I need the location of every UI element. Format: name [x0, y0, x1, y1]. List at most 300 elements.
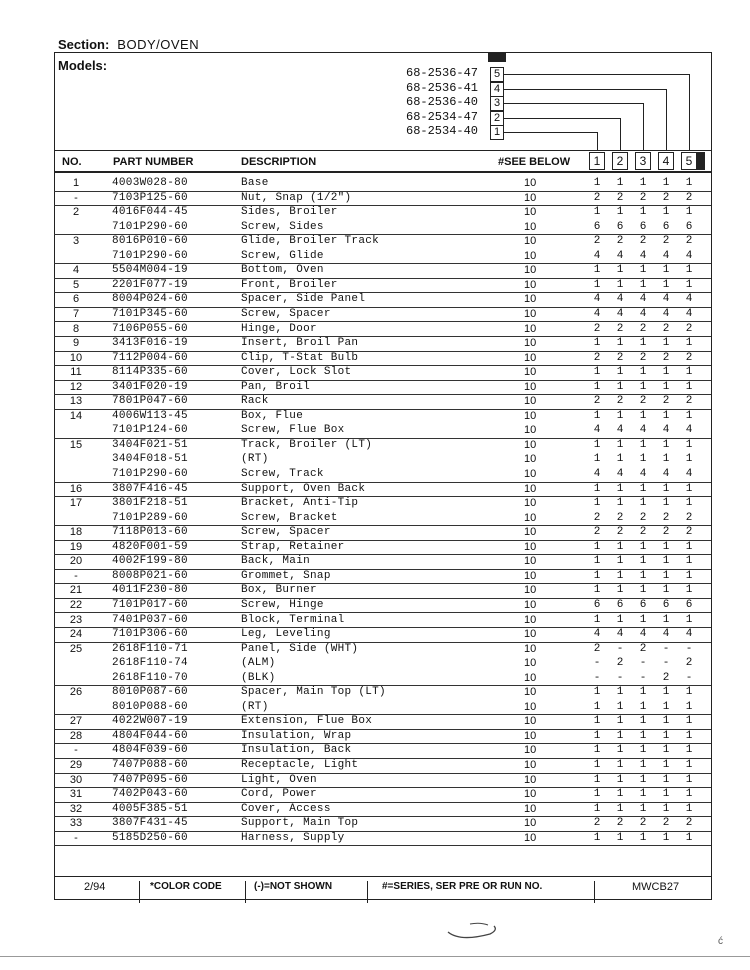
table-row	[54, 409, 711, 424]
model-quantity: 6	[616, 220, 624, 233]
footer-divider	[245, 881, 246, 903]
table-row	[54, 191, 711, 207]
table-row	[54, 816, 711, 832]
table-row	[54, 394, 711, 410]
item-number: 10	[69, 351, 83, 364]
model-quantity: 1	[639, 715, 647, 728]
model-quantity: 1	[639, 278, 647, 291]
part-description: Base	[241, 177, 269, 189]
model-quantity: 1	[616, 773, 624, 786]
model-quantity: 1	[662, 759, 670, 771]
model-quantity: -	[662, 657, 670, 670]
table-row	[54, 671, 711, 687]
model-quantity: 2	[685, 322, 693, 335]
part-description: (BLK)	[241, 671, 276, 684]
item-number: 8	[72, 322, 80, 335]
see-below-code: 10	[524, 555, 537, 568]
part-description: Harness, Supply	[241, 831, 345, 844]
model-quantity: 4	[593, 628, 601, 641]
part-description: Support, Oven Back	[241, 482, 366, 495]
model-quantity: 2	[639, 817, 647, 830]
see-below-code: 10	[524, 700, 537, 713]
table-row	[54, 569, 711, 585]
model-quantity: 1	[685, 540, 693, 553]
model-quantity: 6	[593, 220, 601, 233]
corner-mark: ć	[718, 936, 723, 947]
model-quantity: 4	[662, 424, 670, 437]
model-connector-line	[504, 89, 666, 90]
part-number: 7101P017-60	[112, 598, 188, 611]
model-quantity: 2	[593, 511, 601, 524]
model-quantity: 2	[639, 511, 647, 524]
table-row	[54, 263, 711, 279]
model-quantity: 2	[662, 235, 670, 248]
model-quantity: 1	[685, 686, 693, 699]
see-below-code: 10	[524, 526, 537, 539]
model-quantity: 1	[616, 729, 624, 742]
part-number: 7407P095-60	[112, 773, 188, 786]
item-number: 30	[69, 773, 83, 786]
table-row	[54, 496, 711, 511]
model-quantity: 1	[616, 788, 624, 801]
item-number: 24	[69, 628, 83, 641]
model-quantity: 2	[593, 191, 601, 204]
part-description: Screw, Bracket	[241, 511, 338, 524]
section-title	[58, 37, 199, 52]
see-below-code: 10	[524, 773, 537, 786]
header-marker-bar	[697, 152, 705, 170]
table-row	[54, 758, 711, 774]
see-below-code: 10	[524, 788, 537, 801]
model-quantity: 1	[639, 773, 647, 786]
see-below-code: 10	[524, 337, 537, 350]
model-quantity: 1	[685, 613, 693, 626]
item-number: 17	[69, 497, 83, 510]
model-quantity: 4	[639, 249, 647, 262]
table-row	[54, 278, 711, 294]
model-quantity: 1	[616, 497, 624, 510]
model-column-header: 4	[658, 152, 674, 170]
model-quantity: 1	[662, 453, 670, 466]
table-row	[54, 583, 711, 599]
model-quantity: 2	[639, 351, 647, 364]
part-number: 2201F077-19	[112, 278, 188, 291]
part-description: Box, Burner	[241, 584, 317, 597]
model-number-box: 3	[490, 96, 504, 111]
see-below-code: 10	[524, 468, 537, 480]
model-quantity: 1	[639, 497, 647, 510]
model-number-box: 1	[490, 125, 504, 140]
part-description: Insulation, Back	[241, 744, 352, 757]
part-number: 3401F020-19	[112, 380, 188, 393]
model-quantity: 1	[616, 569, 624, 582]
model-quantity: -	[593, 671, 601, 684]
model-quantity: 4	[616, 293, 624, 306]
part-description: Spacer, Main Top (LT)	[241, 686, 386, 699]
part-number: 4804F044-60	[112, 729, 188, 742]
model-quantity: 1	[662, 584, 670, 597]
part-description: Glide, Broiler Track	[241, 235, 380, 248]
see-below-code: 10	[524, 278, 537, 291]
item-number: -	[74, 191, 78, 204]
see-below-code: 10	[524, 235, 537, 248]
model-connector-line	[620, 118, 621, 151]
item-number: 14	[69, 409, 83, 422]
model-quantity: 1	[616, 177, 624, 189]
see-below-code: 10	[524, 351, 537, 364]
header-bottom-rule	[54, 171, 711, 173]
see-below-code: 10	[524, 598, 537, 611]
model-quantity: 2	[662, 817, 670, 830]
model-quantity: 4	[685, 293, 693, 306]
model-quantity: 2	[685, 395, 693, 408]
table-row	[54, 234, 711, 249]
item-number: 3	[72, 235, 80, 248]
item-number: 9	[72, 337, 80, 350]
part-description: Nut, Snap (1/2")	[241, 191, 352, 204]
model-quantity: 1	[662, 380, 670, 393]
header-no: NO.	[62, 156, 82, 168]
model-quantity: 2	[616, 351, 624, 364]
model-quantity: 2	[662, 526, 670, 539]
model-quantity: 1	[593, 409, 601, 422]
model-quantity: 4	[616, 307, 624, 320]
model-quantity: 1	[662, 278, 670, 291]
model-column-header: 3	[635, 152, 651, 170]
item-number: 11	[70, 366, 82, 379]
header-description: DESCRIPTION	[241, 156, 317, 168]
see-below-code: 10	[524, 671, 537, 684]
model-quantity: 1	[685, 584, 693, 597]
part-description: Screw, Spacer	[241, 526, 331, 539]
model-quantity: 1	[685, 177, 693, 189]
model-quantity: 2	[593, 235, 601, 248]
see-below-code: 10	[524, 409, 537, 422]
model-quantity: 2	[639, 395, 647, 408]
header-see-below: #SEE BELOW	[498, 156, 571, 168]
model-quantity: 1	[685, 831, 693, 844]
model-quantity: 1	[639, 802, 647, 815]
model-quantity: 2	[616, 526, 624, 539]
footer-not-shown: (-)=NOT SHOWN	[254, 881, 333, 892]
model-code: 68-2536-41	[406, 80, 479, 95]
part-description: Box, Flue	[241, 409, 304, 422]
model-quantity: 2	[616, 395, 624, 408]
item-number: -	[74, 744, 78, 757]
part-number: 8004P024-60	[112, 293, 188, 306]
see-below-code: 10	[524, 424, 537, 437]
model-quantity: 1	[593, 744, 601, 757]
part-number: 8010P087-60	[112, 686, 188, 699]
part-number: 2618F110-74	[112, 657, 188, 670]
table-row	[54, 365, 711, 381]
model-number-box: 2	[490, 111, 504, 126]
model-quantity: 1	[662, 555, 670, 568]
model-quantity: 6	[685, 598, 693, 611]
part-description: Rack	[241, 395, 269, 408]
part-number: 3807F431-45	[112, 817, 188, 830]
model-quantity: 4	[593, 468, 601, 480]
part-description: Screw, Spacer	[241, 307, 331, 320]
model-quantity: 1	[685, 744, 693, 757]
model-quantity: 2	[685, 817, 693, 830]
model-quantity: 2	[685, 351, 693, 364]
see-below-code: 10	[524, 307, 537, 320]
section-label: Section:	[58, 37, 110, 52]
item-number: 19	[69, 540, 83, 553]
table-row	[54, 249, 711, 265]
part-description: (RT)	[241, 700, 269, 713]
model-quantity: 2	[685, 657, 693, 670]
part-number: 3404F021-51	[112, 438, 188, 451]
model-connector-line	[643, 103, 644, 150]
part-number: 4005F385-51	[112, 802, 188, 815]
part-description: Screw, Track	[241, 468, 324, 480]
model-quantity: 1	[639, 729, 647, 742]
part-description: (ALM)	[241, 657, 276, 670]
part-number: 7101P124-60	[112, 424, 188, 437]
table-row	[54, 322, 711, 338]
model-quantity: 4	[685, 424, 693, 437]
model-quantity: 1	[616, 744, 624, 757]
model-quantity: 1	[685, 453, 693, 466]
part-number: 4820F001-59	[112, 540, 188, 553]
part-description: Screw, Hinge	[241, 598, 324, 611]
model-quantity: 1	[662, 802, 670, 815]
table-row	[54, 336, 711, 352]
model-quantity: 4	[662, 307, 670, 320]
model-quantity: 1	[593, 206, 601, 219]
model-quantity: -	[662, 642, 670, 655]
model-quantity: 1	[639, 380, 647, 393]
model-quantity: 1	[685, 729, 693, 742]
model-quantity: 1	[662, 686, 670, 699]
model-quantity: 1	[593, 700, 601, 713]
part-description: Support, Main Top	[241, 817, 359, 830]
model-quantity: 1	[662, 540, 670, 553]
part-number: 7801P047-60	[112, 395, 188, 408]
model-quantity: 4	[662, 468, 670, 480]
model-quantity: -	[639, 657, 647, 670]
model-quantity: 1	[616, 409, 624, 422]
table-row	[54, 714, 711, 730]
item-number: 22	[69, 598, 83, 611]
model-quantity: 1	[639, 744, 647, 757]
model-quantity: 1	[662, 206, 670, 219]
model-quantity: 1	[662, 700, 670, 713]
part-description: Strap, Retainer	[241, 540, 345, 553]
see-below-code: 10	[524, 744, 537, 757]
legend-marker-bar	[488, 52, 506, 62]
model-code: 68-2536-47	[406, 66, 479, 80]
model-quantity: 1	[616, 540, 624, 553]
model-quantity: 1	[685, 759, 693, 771]
model-quantity: 1	[639, 540, 647, 553]
part-number: 8114P335-60	[112, 366, 188, 379]
model-quantity: 1	[685, 555, 693, 568]
model-quantity: 4	[593, 293, 601, 306]
model-quantity: 1	[685, 206, 693, 219]
table-row	[54, 642, 711, 657]
model-quantity: 4	[639, 468, 647, 480]
part-description: Screw, Glide	[241, 249, 324, 262]
part-number: 8016P010-60	[112, 235, 188, 248]
model-quantity: 1	[685, 569, 693, 582]
model-quantity: 1	[639, 788, 647, 801]
table-row	[54, 467, 711, 483]
model-quantity: 1	[662, 788, 670, 801]
model-quantity: 1	[593, 584, 601, 597]
model-quantity: 2	[662, 351, 670, 364]
model-quantity: 4	[662, 249, 670, 262]
part-description: Hinge, Door	[241, 322, 317, 335]
see-below-code: 10	[524, 177, 537, 189]
model-quantity: 1	[616, 453, 624, 466]
model-quantity: 1	[639, 584, 647, 597]
model-quantity: 4	[639, 307, 647, 320]
models-label: Models:	[58, 58, 108, 73]
part-number: 3404F018-51	[112, 453, 188, 466]
model-quantity: 1	[593, 555, 601, 568]
model-quantity: 2	[616, 657, 624, 670]
model-quantity: 4	[616, 424, 624, 437]
model-quantity: 1	[593, 337, 601, 350]
part-description: Leg, Leveling	[241, 628, 331, 641]
model-quantity: 2	[639, 235, 647, 248]
part-number: 5504M004-19	[112, 264, 188, 277]
item-number: 28	[69, 729, 83, 742]
model-quantity: -	[639, 671, 647, 684]
model-quantity: 1	[639, 264, 647, 277]
page-bottom-rule	[0, 956, 750, 957]
model-quantity: 1	[662, 264, 670, 277]
table-row	[54, 482, 711, 498]
see-below-code: 10	[524, 569, 537, 582]
model-quantity: 2	[662, 322, 670, 335]
part-description: Front, Broiler	[241, 278, 338, 291]
model-quantity: 1	[639, 613, 647, 626]
part-number: 7407P088-60	[112, 759, 188, 771]
part-description: Insert, Broil Pan	[241, 337, 359, 350]
part-description: Light, Oven	[241, 773, 317, 786]
see-below-code: 10	[524, 453, 537, 466]
footer-date: 2/94	[84, 881, 106, 893]
model-quantity: 1	[616, 613, 624, 626]
part-description: (RT)	[241, 453, 269, 466]
part-number: 4006W113-45	[112, 409, 188, 422]
part-number: 7112P004-60	[112, 351, 188, 364]
see-below-code: 10	[524, 380, 537, 393]
item-number: 31	[69, 788, 83, 801]
item-number: -	[74, 831, 78, 844]
model-quantity: -	[685, 642, 693, 655]
model-quantity: 6	[662, 598, 670, 611]
footer-page-code: MWCB27	[632, 881, 680, 893]
footer	[54, 876, 711, 899]
model-quantity: 2	[662, 671, 670, 684]
model-quantity: 2	[662, 511, 670, 524]
part-number: 7101P306-60	[112, 628, 188, 641]
footer-series-note: #=SERIES, SER PRE OR RUN NO.	[382, 881, 543, 892]
model-quantity: 2	[685, 191, 693, 204]
model-quantity: 1	[639, 453, 647, 466]
see-below-code: 10	[524, 220, 537, 233]
model-quantity: 1	[685, 409, 693, 422]
see-below-code: 10	[524, 322, 537, 335]
model-quantity: 4	[639, 424, 647, 437]
see-below-code: 10	[524, 817, 537, 830]
see-below-code: 10	[524, 206, 537, 219]
see-below-code: 10	[524, 715, 537, 728]
part-description: Block, Terminal	[241, 613, 345, 626]
see-below-code: 10	[524, 249, 537, 262]
model-quantity: 4	[685, 307, 693, 320]
model-quantity: 1	[616, 584, 624, 597]
model-quantity: 1	[616, 366, 624, 379]
model-quantity: 2	[616, 322, 624, 335]
model-quantity: 1	[639, 366, 647, 379]
part-description: Track, Broiler (LT)	[241, 438, 373, 451]
model-quantity: 1	[616, 337, 624, 350]
item-number: 27	[69, 715, 83, 728]
model-quantity: 1	[685, 802, 693, 815]
item-number: 1	[72, 177, 80, 189]
item-number: 7	[72, 307, 80, 320]
handwritten-mark	[440, 910, 510, 950]
item-number: 20	[69, 555, 83, 568]
part-number: 4011F230-80	[112, 584, 188, 597]
item-number: 32	[69, 802, 83, 815]
table-row	[54, 540, 711, 556]
table-row	[54, 598, 711, 614]
model-quantity: -	[616, 642, 624, 655]
model-quantity: 1	[593, 729, 601, 742]
item-number: 21	[69, 584, 83, 597]
footer-divider	[139, 881, 140, 903]
model-quantity: 1	[639, 482, 647, 495]
table-row	[54, 656, 711, 671]
part-description: Grommet, Snap	[241, 569, 331, 582]
model-quantity: 1	[616, 438, 624, 451]
see-below-code: 10	[524, 628, 537, 641]
model-quantity: 1	[639, 759, 647, 771]
table-row	[54, 729, 711, 745]
model-quantity: 6	[662, 220, 670, 233]
model-quantity: 4	[662, 293, 670, 306]
item-number: 13	[69, 395, 83, 408]
part-description: Panel, Side (WHT)	[241, 642, 359, 655]
part-description: Clip, T-Stat Bulb	[241, 351, 359, 364]
model-quantity: 2	[685, 235, 693, 248]
see-below-code: 10	[524, 613, 537, 626]
model-connector-line	[504, 103, 643, 104]
part-number: 2618F110-70	[112, 671, 188, 684]
part-number: 7101P290-60	[112, 220, 188, 233]
model-quantity: 1	[685, 482, 693, 495]
model-quantity: 1	[639, 700, 647, 713]
model-quantity: 1	[662, 177, 670, 189]
model-quantity: 1	[639, 206, 647, 219]
model-quantity: 1	[685, 788, 693, 801]
model-quantity: 2	[616, 511, 624, 524]
footer-divider	[594, 881, 595, 903]
table-row	[54, 176, 711, 192]
model-quantity: 6	[593, 598, 601, 611]
model-quantity: 1	[685, 264, 693, 277]
model-quantity: 1	[685, 278, 693, 291]
table-row	[54, 743, 711, 759]
table-row	[54, 292, 711, 308]
